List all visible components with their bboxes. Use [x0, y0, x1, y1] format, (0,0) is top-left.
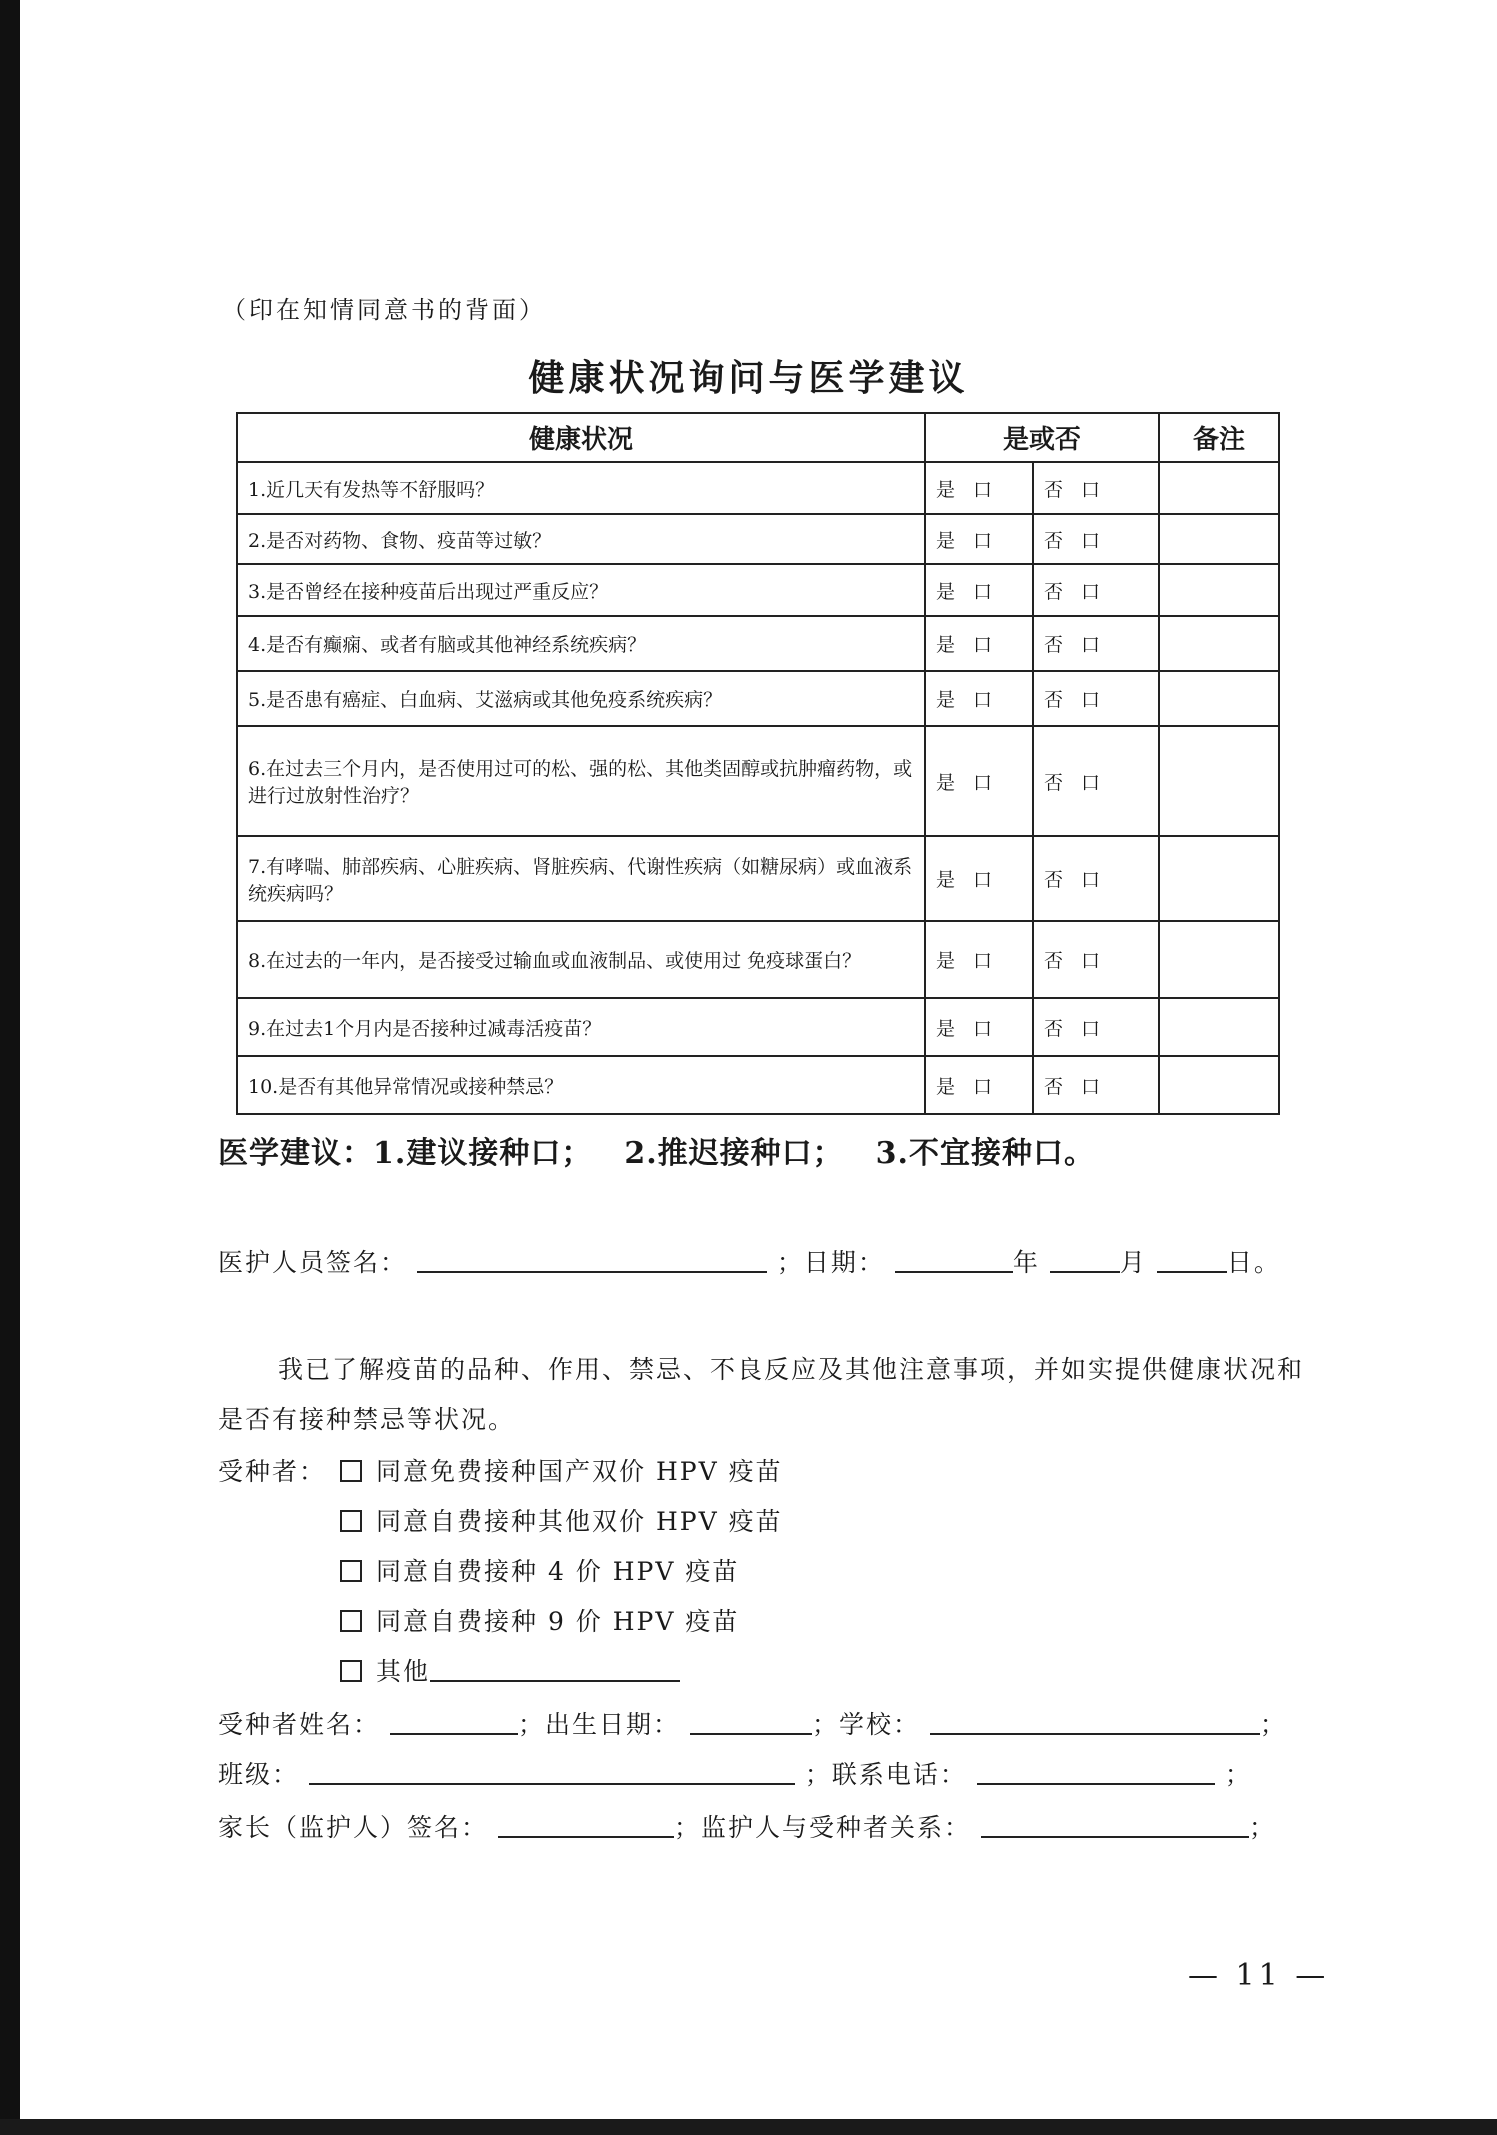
- yes-checkbox[interactable]: 是 口: [925, 921, 1033, 998]
- header-remarks: 备注: [1159, 413, 1279, 462]
- staff-signature-line: [218, 1243, 1281, 1279]
- page-number: — 11 —: [1188, 1958, 1330, 1993]
- no-checkbox[interactable]: 否 口: [1033, 726, 1159, 836]
- guardian-line: [218, 1808, 1276, 1844]
- yes-checkbox[interactable]: 是 口: [925, 726, 1033, 836]
- table-row: [237, 998, 1279, 1056]
- question-cell: 2.是否对药物、食物、疫苗等过敏？: [237, 514, 925, 564]
- yes-checkbox[interactable]: 是 口: [925, 1056, 1033, 1114]
- date-label: ；日期：: [776, 1248, 885, 1277]
- advice-not-suitable[interactable]: 3.不宜接种口。: [875, 1136, 1095, 1171]
- yes-checkbox[interactable]: 是 口: [925, 564, 1033, 616]
- remarks-cell[interactable]: [1159, 998, 1279, 1056]
- name-field[interactable]: [390, 1711, 518, 1735]
- consent-option[interactable]: [336, 1452, 783, 1488]
- table-row: [237, 836, 1279, 921]
- remarks-cell[interactable]: [1159, 462, 1279, 514]
- checkbox-icon[interactable]: [340, 1460, 362, 1482]
- no-checkbox[interactable]: 否 口: [1033, 836, 1159, 921]
- year-label: 年: [1012, 1248, 1040, 1277]
- yes-checkbox[interactable]: 是 口: [925, 671, 1033, 726]
- yes-checkbox[interactable]: 是 口: [925, 462, 1033, 514]
- print-note: （印在知情同意书的背面）: [222, 296, 546, 324]
- consent-option-label: 其他: [376, 1657, 431, 1686]
- checkbox-icon[interactable]: [340, 1560, 362, 1582]
- scan-bottom-edge: [0, 2119, 1497, 2135]
- phone-field[interactable]: [977, 1761, 1215, 1785]
- phone-label: ；联系电话：: [804, 1760, 967, 1789]
- staff-signature-label: 医护人员签名：: [218, 1248, 408, 1277]
- day-label: 日。: [1226, 1248, 1281, 1277]
- no-checkbox[interactable]: 否 口: [1033, 921, 1159, 998]
- guardian-label: 家长（监护人）签名：: [218, 1813, 489, 1842]
- yes-checkbox[interactable]: 是 口: [925, 514, 1033, 564]
- advice-postpone[interactable]: 2.推迟接种口；: [624, 1136, 844, 1171]
- remarks-cell[interactable]: [1159, 921, 1279, 998]
- question-cell: 5.是否患有癌症、白血病、艾滋病或其他免疫系统疾病？: [237, 671, 925, 726]
- yes-checkbox[interactable]: 是 口: [925, 836, 1033, 921]
- day-field[interactable]: [1157, 1249, 1227, 1273]
- month-label: 月: [1119, 1248, 1147, 1277]
- question-cell: 10.是否有其他异常情况或接种禁忌？: [237, 1056, 925, 1114]
- table-row: [237, 462, 1279, 514]
- table-row: [237, 616, 1279, 671]
- question-cell: 9.在过去1个月内是否接种过减毒活疫苗？: [237, 998, 925, 1056]
- school-field[interactable]: [930, 1711, 1260, 1735]
- question-cell: 4.是否有癫痫、或者有脑或其他神经系统疾病？: [237, 616, 925, 671]
- no-checkbox[interactable]: 否 口: [1033, 1056, 1159, 1114]
- table-row: [237, 514, 1279, 564]
- month-field[interactable]: [1050, 1249, 1120, 1273]
- remarks-cell[interactable]: [1159, 671, 1279, 726]
- year-field[interactable]: [895, 1249, 1013, 1273]
- yes-checkbox[interactable]: 是 口: [925, 998, 1033, 1056]
- consent-option[interactable]: [336, 1652, 680, 1688]
- other-option-field[interactable]: [430, 1658, 680, 1682]
- table-row: [237, 564, 1279, 616]
- advice-recommend[interactable]: 1.建议接种口；: [373, 1136, 593, 1171]
- consent-option[interactable]: [336, 1602, 739, 1638]
- consent-option-label: 同意自费接种 9 价 HPV 疫苗: [376, 1607, 740, 1636]
- no-checkbox[interactable]: 否 口: [1033, 514, 1159, 564]
- question-cell: 7.有哮喘、肺部疾病、心脏疾病、肾脏疾病、代谢性疾病（如糖尿病）或血液系统疾病吗？: [237, 836, 925, 921]
- table-row: [237, 921, 1279, 998]
- no-checkbox[interactable]: 否 口: [1033, 616, 1159, 671]
- no-checkbox[interactable]: 否 口: [1033, 462, 1159, 514]
- staff-signature-field[interactable]: [417, 1249, 767, 1273]
- scan-left-edge: [0, 0, 20, 2135]
- question-cell: 8.在过去的一年内，是否接受过输血或血液制品、或使用过 免疫球蛋白？: [237, 921, 925, 998]
- checkbox-icon[interactable]: [340, 1510, 362, 1532]
- remarks-cell[interactable]: [1159, 836, 1279, 921]
- school-label: ；学校：: [811, 1710, 920, 1739]
- checkbox-icon[interactable]: [340, 1660, 362, 1682]
- class-phone-line: [218, 1755, 1252, 1791]
- recipient-info-line: [218, 1705, 1287, 1741]
- header-condition: 健康状况: [237, 413, 925, 462]
- declaration-paragraph: 我已了解疫苗的品种、作用、禁忌、不良反应及其他注意事项，并如实提供健康状况和是否有接种禁忌等状况。: [218, 1355, 1305, 1434]
- recipient-label: 受种者：: [218, 1457, 327, 1486]
- question-cell: 3.是否曾经在接种疫苗后出现过严重反应？: [237, 564, 925, 616]
- yes-checkbox[interactable]: 是 口: [925, 616, 1033, 671]
- birth-field[interactable]: [690, 1711, 812, 1735]
- class-field[interactable]: [309, 1761, 795, 1785]
- name-label: 受种者姓名：: [218, 1710, 381, 1739]
- page-title: 健康状况询问与医学建议: [528, 357, 969, 399]
- consent-option[interactable]: [336, 1502, 783, 1538]
- question-cell: 6.在过去三个月内，是否使用过可的松、强的松、其他类固醇或抗肿瘤药物，或进行过放射性治疗？: [237, 726, 925, 836]
- remarks-cell[interactable]: [1159, 726, 1279, 836]
- header-yes-no: 是或否: [925, 413, 1159, 462]
- table-header-row: [237, 413, 1279, 462]
- relation-end: ；: [1248, 1813, 1276, 1842]
- class-label: 班级：: [218, 1760, 300, 1789]
- checkbox-icon[interactable]: [340, 1610, 362, 1632]
- table-row: [237, 671, 1279, 726]
- remarks-cell[interactable]: [1159, 616, 1279, 671]
- advice-label: 医学建议：: [218, 1136, 373, 1171]
- remarks-cell[interactable]: [1159, 564, 1279, 616]
- no-checkbox[interactable]: 否 口: [1033, 671, 1159, 726]
- relation-label: ；监护人与受种者关系：: [673, 1813, 971, 1842]
- consent-option-label: 同意自费接种其他双价 HPV 疫苗: [376, 1507, 783, 1536]
- table-row: [237, 1056, 1279, 1114]
- relation-field[interactable]: [981, 1814, 1249, 1838]
- consent-option-label: 同意免费接种国产双价 HPV 疫苗: [376, 1457, 783, 1486]
- birth-label: ；出生日期：: [517, 1710, 680, 1739]
- medical-advice: [218, 1128, 1127, 1172]
- no-checkbox[interactable]: 否 口: [1033, 564, 1159, 616]
- consent-option-label: 同意自费接种 4 价 HPV 疫苗: [376, 1557, 740, 1586]
- school-end: ；: [1259, 1710, 1287, 1739]
- guardian-signature-field[interactable]: [498, 1814, 674, 1838]
- remarks-cell[interactable]: [1159, 1056, 1279, 1114]
- table-row: [237, 726, 1279, 836]
- consent-option[interactable]: [336, 1552, 739, 1588]
- remarks-cell[interactable]: [1159, 514, 1279, 564]
- no-checkbox[interactable]: 否 口: [1033, 998, 1159, 1056]
- health-questionnaire-table: [236, 412, 1280, 1115]
- phone-end: ；: [1224, 1760, 1252, 1789]
- question-cell: 1.近几天有发热等不舒服吗？: [237, 462, 925, 514]
